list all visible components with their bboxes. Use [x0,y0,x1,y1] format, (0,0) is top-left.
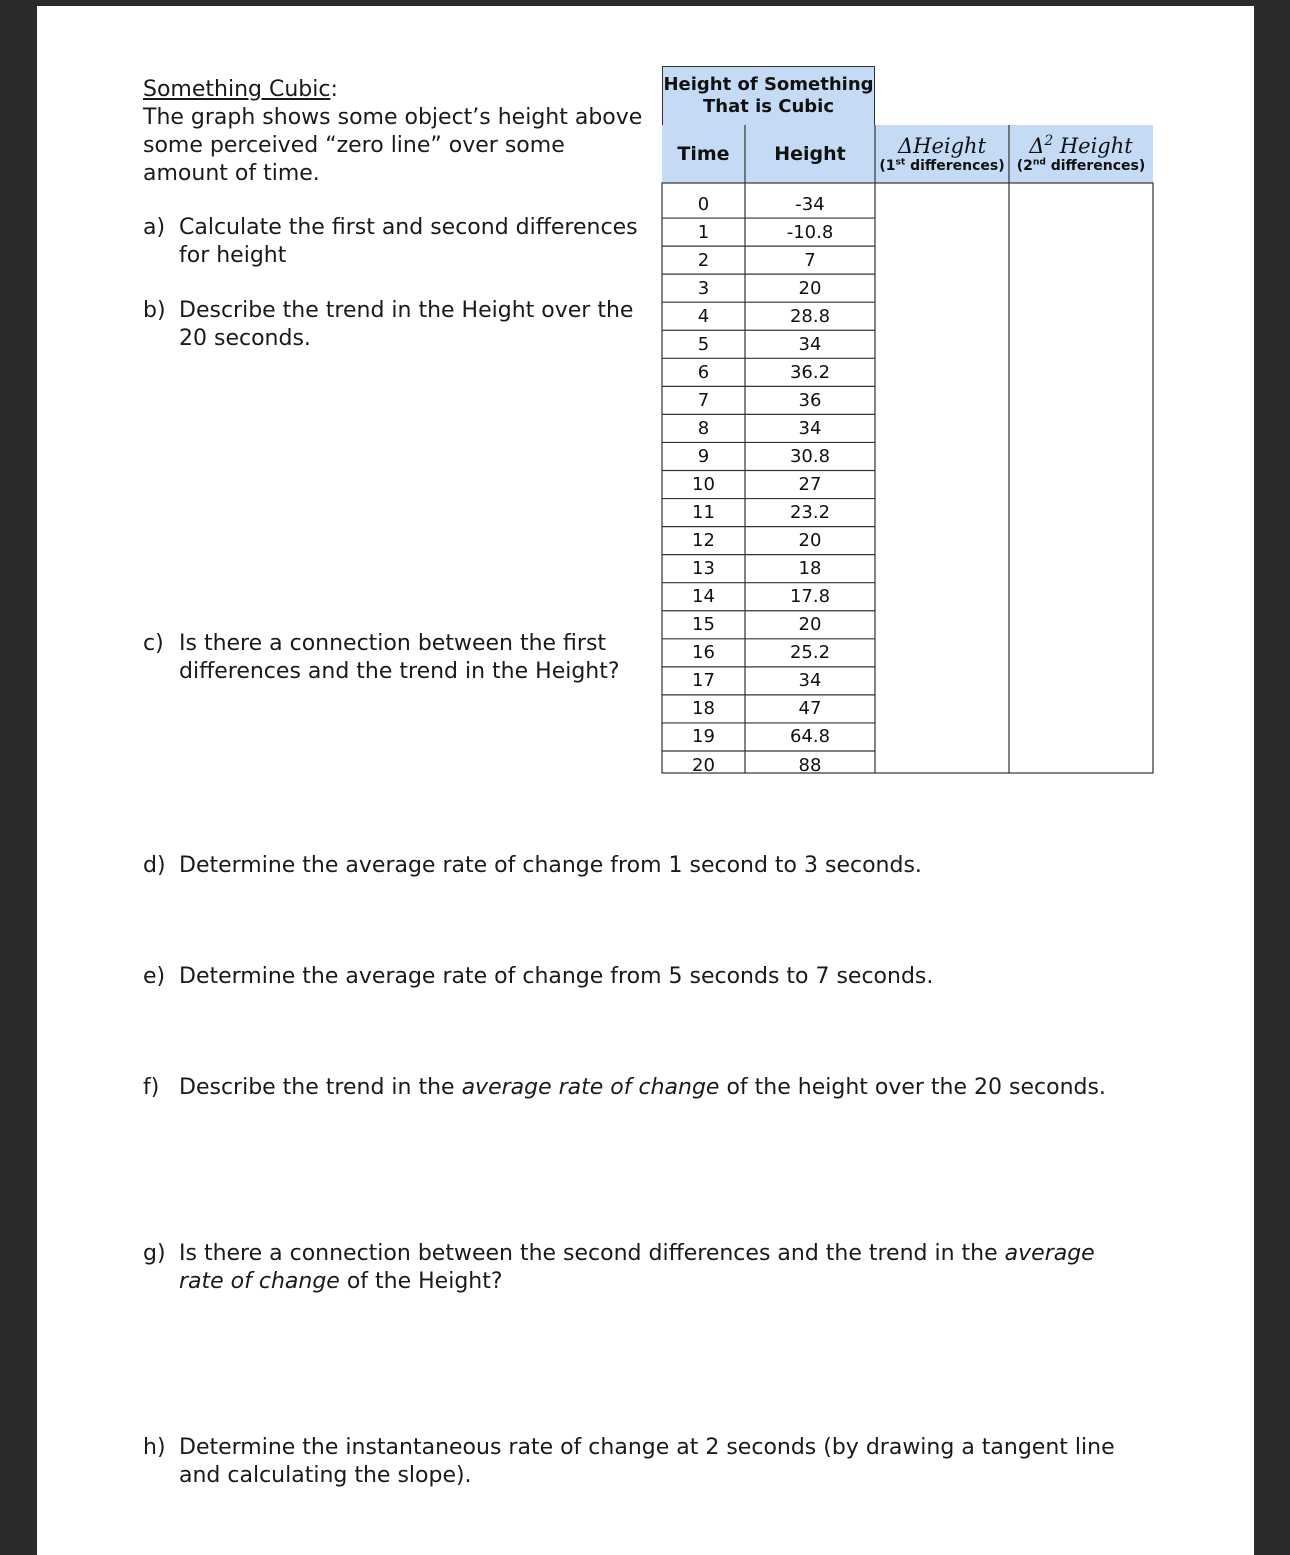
question-text: Is there a connection between the first differences and the trend in the Height? [179,631,620,684]
column-header-time: Time [662,125,745,183]
question-text: Determine the average rate of change from 5 seconds to 7 seconds. [179,964,934,989]
table-cell-time: 17 [692,670,715,692]
table-cell-time: 0 [697,193,710,215]
table-cell-time: 8 [697,417,710,439]
table-cell-height: 18 [798,558,822,580]
question-label: a) [143,215,166,240]
question-label: h) [143,1435,166,1460]
table-cell-time: 3 [697,277,710,299]
worksheet-title: Something Cubic: [143,77,338,102]
table-cell-height: 36.2 [789,361,831,383]
question-g [143,1240,1143,1296]
table-cell-time: 18 [692,698,715,720]
table-grid [37,6,1254,806]
table-cell-time: 9 [697,445,710,467]
question-label: f) [143,1075,160,1100]
table-cell-height: 64.8 [789,726,831,748]
column-header-second-differences: $\Delta^2$ Height (2nd differences) [1009,125,1153,183]
table-cell-height: 28.8 [789,305,831,327]
table-cell-time: 2 [697,249,710,271]
table-cell-time: 14 [692,586,715,608]
table-cell-time: 7 [697,389,710,411]
table-cell-height: -34 [795,193,825,215]
table-cell-height: 7 [804,249,816,271]
table-cell-time: 13 [692,558,715,580]
table-cell-height: 27 [798,474,822,496]
table-cell-height: 34 [798,333,822,355]
question-text: Determine the instantaneous rate of change at 2 seconds (by drawing a tangent line and calculating the slope). [179,1435,1115,1488]
table-cell-height: 47 [798,698,822,720]
question-label: c) [143,631,164,656]
intro-description: The graph shows some object’s height above some perceived “zero line” over some amount of time. [143,105,643,186]
table-cell-height: 20 [798,614,822,636]
table-cell-time: 15 [692,614,715,636]
table-cell-time: 6 [697,361,710,383]
table-cell-height: 23.2 [789,502,831,524]
question-f [143,1074,1163,1102]
table-cell-height: 34 [798,417,822,439]
table-cell-height: 36 [798,389,822,411]
table-cell-time: 19 [692,726,715,748]
table-cell-time: 10 [692,474,715,496]
column-header-first-differences: ΔHeight (1st differences) [875,125,1009,183]
table-cell-height: 34 [798,670,822,692]
table-cell-height: 20 [798,530,822,552]
table-cell-time: 12 [692,530,715,552]
question-text: Is there a connection between the second differences and the trend in the average rate of change of the Height? [179,1241,1095,1294]
question-text: Determine the average rate of change from 1 second to 3 seconds. [179,853,922,878]
table-cell-height: -10.8 [786,221,834,243]
table-cell-time: 11 [692,502,715,524]
table-cell-height: 17.8 [789,586,831,608]
table-cell-height: 30.8 [789,445,831,467]
table-cell-time: 5 [697,333,710,355]
table-cell-height: 88 [798,754,822,776]
question-label: b) [143,298,166,323]
table-cell-time: 20 [692,754,715,776]
height-table [37,6,1254,806]
worksheet-page [37,6,1254,1555]
question-label: g) [143,1241,166,1266]
question-e [143,963,1163,991]
table-cell-height: 20 [798,277,822,299]
column-header-height: Height [745,125,875,183]
question-text: Describe the trend in the Height over the 20 seconds. [179,298,634,351]
question-label: d) [143,853,166,878]
question-label: e) [143,964,166,989]
question-text: Describe the trend in the average rate of change of the height over the 20 seconds. [179,1075,1106,1100]
table-cell-time: 4 [697,305,710,327]
question-d [143,852,1163,880]
table-title: Height of Something That is Cubic [662,66,875,126]
question-text: Calculate the first and second differences for height [179,215,638,268]
question-h [143,1434,1153,1490]
table-cell-time: 1 [697,221,710,243]
table-cell-height: 25.2 [789,642,831,664]
table-cell-time: 16 [692,642,715,664]
